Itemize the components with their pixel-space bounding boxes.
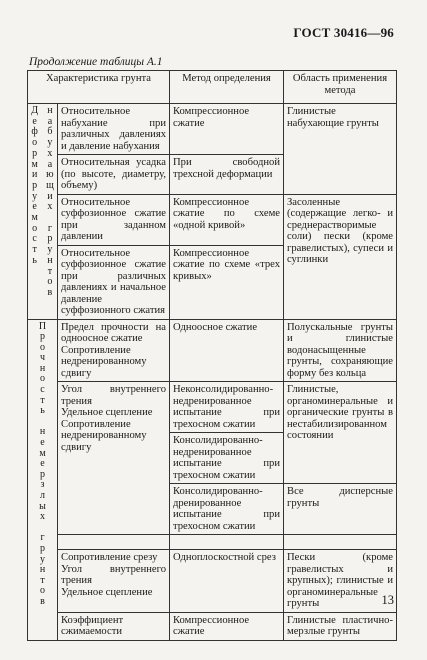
group-label-letter: т bbox=[40, 574, 45, 586]
table-row bbox=[28, 382, 397, 433]
group-label-letter: н bbox=[47, 254, 53, 266]
group-label-letter: ь bbox=[40, 405, 45, 417]
empty-cell bbox=[170, 535, 284, 550]
group-label-letter: н bbox=[39, 426, 46, 438]
group-label-letter: г bbox=[40, 532, 45, 544]
group-label-letter: р bbox=[40, 542, 45, 554]
group-label-letter: х bbox=[47, 147, 53, 159]
group-label-letter: о bbox=[32, 137, 38, 149]
table-header-row bbox=[28, 71, 397, 104]
group-label-letter: е bbox=[40, 458, 45, 470]
characteristic-cell: Относительное суффозионное сжатие при заданном давлении bbox=[58, 194, 170, 245]
group-label-unfrozen-soil-strength bbox=[28, 319, 58, 640]
table-row bbox=[28, 535, 397, 550]
scope-cell: Глинистые, органоминеральные и органические грунты в нестабилизированном состоянии bbox=[284, 382, 397, 484]
characteristic-cell: Относительная усадка (по высоте, диаметру, объему) bbox=[58, 155, 170, 195]
group-label-letter: е bbox=[32, 115, 37, 127]
group-label-letter: ч bbox=[39, 352, 46, 364]
empty-cell bbox=[58, 535, 170, 550]
method-cell: Компрессионное сжатие bbox=[170, 104, 284, 155]
empty-cell bbox=[284, 535, 397, 550]
group-label-letter: с bbox=[40, 384, 45, 396]
document-code: ГОСТ 30416—96 bbox=[293, 25, 394, 40]
group-label-letter: т bbox=[40, 394, 45, 406]
method-cell: Компрессионное сжатие bbox=[170, 612, 284, 640]
group-label-letter: м bbox=[31, 158, 38, 170]
group-label-letter: у bbox=[32, 190, 38, 202]
group-label-letter: з bbox=[40, 479, 45, 491]
properties-table bbox=[27, 70, 397, 641]
characteristic-cell: Относительное набухание при различных давлениях и давление набухания bbox=[58, 104, 170, 155]
group-label-letter: у bbox=[47, 244, 53, 256]
characteristic-cell: Относительное суффозионное сжатие при различных давлениях и начальное давление суффозионного сжатия bbox=[58, 245, 170, 319]
group-label-letter: м bbox=[39, 447, 46, 459]
group-label-letter: н bbox=[39, 564, 46, 576]
group-label-letter: а bbox=[47, 158, 53, 170]
group-label-letter: ы bbox=[39, 500, 46, 512]
group-label-letter: х bbox=[47, 201, 53, 213]
scope-cell: Глинистые пластично-мерзлые грунты bbox=[284, 612, 397, 640]
scope-cell: Глинистые набухающие грунты bbox=[284, 104, 397, 195]
scope-cell: Засоленные (содержащие легко- и среднерастворимые соли) пески (кроме гравелистых), супеси и суглинки bbox=[284, 194, 397, 319]
group-label-letter: ф bbox=[31, 126, 38, 138]
group-label-letter: н bbox=[47, 105, 53, 116]
scope-cell: Пески (кроме гравелистых и крупных); глинистые и органоминеральные грунты bbox=[284, 550, 397, 613]
group-label-letter: в bbox=[40, 595, 45, 607]
table-row bbox=[28, 104, 397, 155]
group-label-letter: о bbox=[32, 222, 38, 234]
group-label-letter: р bbox=[32, 147, 38, 159]
group-label-letter: у bbox=[47, 137, 53, 149]
group-label-letter: ь bbox=[32, 254, 37, 266]
group-label-letter: щ bbox=[46, 179, 54, 191]
group-label-letter: р bbox=[32, 179, 38, 191]
table-row bbox=[28, 612, 397, 640]
group-label-letter: р bbox=[40, 331, 45, 343]
group-label-letter: т bbox=[47, 265, 53, 277]
table-caption: Продолжение таблицы А.1 bbox=[29, 56, 163, 68]
group-label-letter: г bbox=[47, 222, 52, 234]
method-cell: Одноосное сжатие bbox=[170, 319, 284, 382]
scope-cell: Все дисперсные грунты bbox=[284, 484, 397, 535]
characteristic-cell: Предел прочности на одноосное сжатие Сопротивление недренированному сдвигу bbox=[58, 319, 170, 382]
group-label-letter: л bbox=[40, 490, 45, 501]
characteristic-cell: Сопротивление срезу Угол внутреннего трения Удельное сцепление bbox=[58, 550, 170, 613]
header-method: Метод определения bbox=[170, 71, 284, 104]
group-label-letter: с bbox=[32, 233, 37, 245]
table-row bbox=[28, 319, 397, 382]
page-number: 13 bbox=[381, 593, 394, 607]
group-label-letter: Д bbox=[31, 105, 39, 116]
group-label-letter: и bbox=[31, 169, 38, 181]
characteristic-cell: Угол внутреннего трения Удельное сцепление Сопротивление недренированному сдвигу bbox=[58, 382, 170, 535]
method-cell: При свободной трехсной деформации bbox=[170, 155, 284, 195]
group-label-letter: т bbox=[32, 244, 37, 256]
group-label-letter: р bbox=[40, 468, 45, 480]
group-label-letter: е bbox=[40, 437, 45, 449]
group-label-letter: у bbox=[40, 553, 45, 565]
scope-cell: Полускальные грунты и глинистые водонасыщенные грунты, сохраняющие форму без кольца bbox=[284, 319, 397, 382]
characteristic-cell: Коэффициент сжимаемости bbox=[58, 612, 170, 640]
header-scope: Область применения метода bbox=[284, 71, 397, 104]
group-label-letter: м bbox=[31, 212, 38, 224]
group-label-letter: а bbox=[47, 115, 53, 127]
group-label-swelling-soils-deformability bbox=[28, 104, 58, 320]
method-cell: Неконсолидированно-недренированное испытание при трехосном сжатии bbox=[170, 382, 284, 433]
method-cell: Консолидированно-дренированное испытание при трехосном сжатии bbox=[170, 484, 284, 535]
method-cell: Консолидированно-недренированное испытание при трехосном сжатии bbox=[170, 433, 284, 484]
group-label-letter: П bbox=[38, 320, 47, 332]
group-label-letter: и bbox=[47, 190, 53, 202]
group-label-letter: о bbox=[40, 373, 45, 385]
method-cell: Одноплоскостной срез bbox=[170, 550, 284, 613]
group-label-letter: р bbox=[47, 233, 53, 245]
group-label-letter: х bbox=[40, 511, 45, 523]
group-label-letter: в bbox=[47, 286, 53, 298]
group-label-letter: е bbox=[32, 201, 37, 213]
method-cell: Компрессионное сжатие по схеме «трех кривых» bbox=[170, 245, 284, 319]
table-row bbox=[28, 194, 397, 245]
group-label-letter: о bbox=[40, 585, 45, 597]
header-characteristic: Характеристика грунта bbox=[28, 71, 170, 104]
group-label-letter: н bbox=[39, 362, 46, 374]
group-label-letter: о bbox=[40, 341, 45, 353]
group-label-letter: о bbox=[47, 276, 53, 288]
method-cell: Компрессионное сжатие по схеме «одной кривой» bbox=[170, 194, 284, 245]
group-label-letter: ю bbox=[46, 169, 54, 181]
group-label-letter: б bbox=[47, 126, 53, 138]
table-row bbox=[28, 550, 397, 613]
